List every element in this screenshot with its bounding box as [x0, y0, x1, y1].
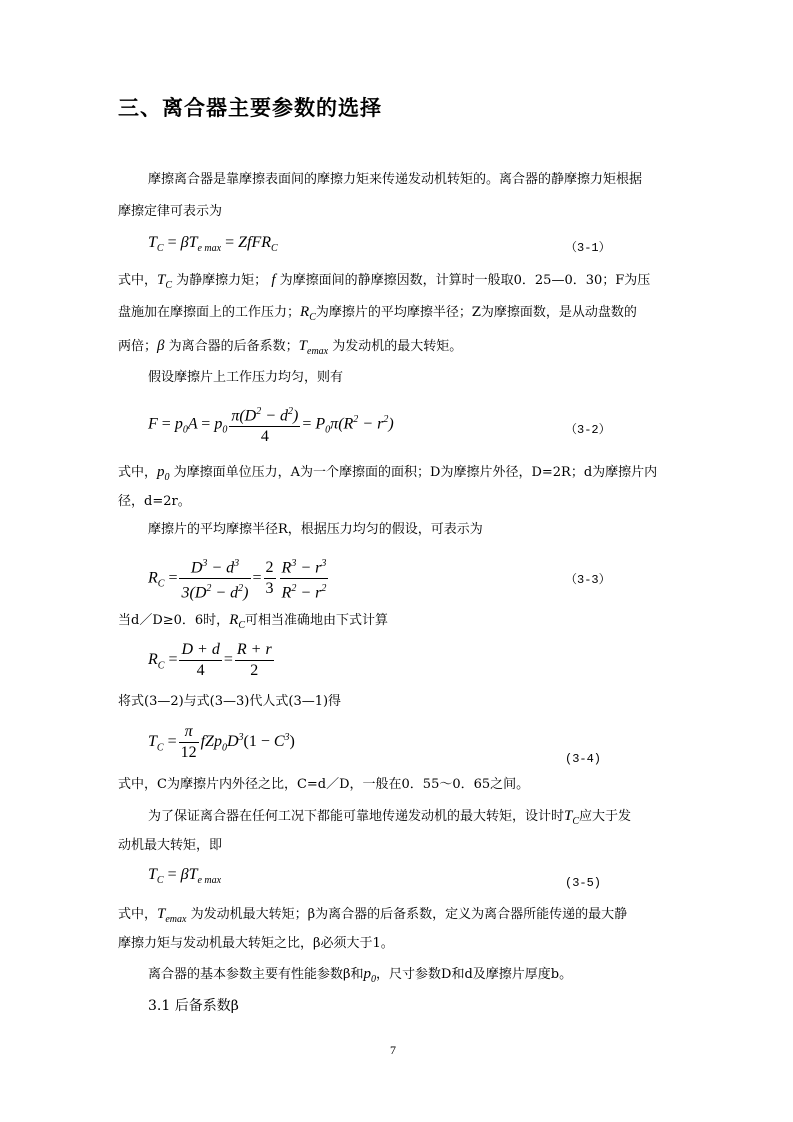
equation-label: (3-4) — [565, 752, 602, 766]
equation-rc-approx: $R_C$ = $\frac{D + d}{4}$ = $\frac{R + r}{2}$ — [148, 641, 272, 679]
text-span: 为发动机最大转矩；β为离合器的后备系数，定义为离合器所能传递的最大静 — [190, 907, 628, 922]
text-span: 盘施加在摩擦面上的工作压力； — [118, 305, 301, 320]
paragraph-line — [118, 272, 650, 294]
equation-label: (3-5) — [565, 876, 602, 890]
paragraph-line — [118, 304, 637, 326]
equation-label: （3-3） — [565, 573, 611, 587]
symbol-tc: $T_C$ — [157, 272, 173, 291]
symbol-temax: $T_{emax}$ — [298, 338, 329, 357]
text-span: 可相当准确地由下式计算 — [245, 613, 389, 628]
fraction: $\frac{D^3 - d^3}{3(D^2 - d^2)}$ — [181, 558, 249, 602]
paragraph-line: 摩擦定律可表示为 — [118, 204, 223, 219]
equation-3-1: $T_C = \beta T_{e max}$ = ZfFR$_C$ — [148, 234, 278, 255]
text-span: 为静摩擦力矩； — [176, 273, 268, 288]
text-span: 式中， — [118, 273, 158, 288]
paragraph-line: 将式(3—2)与式(3—3)代人式(3—1)得 — [118, 694, 342, 709]
section-heading: 三、离合器主要参数的选择 — [118, 96, 382, 120]
paragraph-line — [148, 966, 572, 988]
equation-3-2: $F = p_0A = p_0$ $\frac{\pi(D^2 - d^2)}{4}$ = $P_0\pi(R^2 - r^2)$ — [148, 402, 394, 447]
symbol-f: f — [271, 272, 276, 288]
text-span: 当d／D≥0．6时， — [118, 613, 230, 628]
equation-label: （3-1） — [565, 241, 611, 255]
text-span: 两倍； — [118, 339, 158, 354]
symbol-p0: $p_0$ — [157, 464, 170, 483]
page-number: 7 — [390, 1043, 396, 1057]
paragraph-line: 径，d=2r。 — [118, 494, 191, 509]
fraction: $\frac{D + d}{4}$ — [181, 641, 220, 679]
paragraph-line — [118, 464, 657, 486]
equation-3-5: $T_C = \beta T_{e max}$ — [148, 866, 222, 887]
paragraph-line — [148, 808, 631, 830]
text-span: 为摩擦面间的静摩擦因数，计算时一般取0．25—0．30；F为压 — [279, 273, 651, 288]
paragraph-line: 摩擦片的平均摩擦半径R，根据压力均匀的假设，可表示为 — [148, 522, 483, 537]
fraction: $\frac{2}{3}$ — [265, 559, 274, 598]
fraction: $\frac{\pi}{12}$ — [180, 723, 197, 761]
equation-3-4: $T_C$ = $\frac{\pi}{12}$ $fZp_0D^3(1 - C^3)$ — [148, 723, 295, 761]
text-span: 为摩擦片的平均摩擦半径；Z为摩擦面数，是从动盘数的 — [315, 305, 637, 320]
paragraph-line — [118, 338, 462, 360]
symbol-rc: $R_C$ — [229, 612, 246, 631]
symbol-rc: $R_C$ — [300, 304, 316, 323]
paragraph-line — [118, 612, 388, 634]
text-span: 为发动机的最大转矩。 — [332, 339, 463, 354]
subsection-heading: 3.1 后备系数β — [148, 998, 239, 1014]
text-span: 为摩擦面单位压力，A为一个摩擦面的面积；D为摩擦片外径，D=2R；d为摩擦片内 — [173, 465, 658, 480]
text-span: 应大于发 — [579, 809, 632, 824]
fraction: $\frac{\pi(D^2 - d^2)}{4}$ — [231, 406, 299, 446]
paragraph-line: 摩擦离合器是靠摩擦表面间的摩擦力矩来传递发动机转矩的。离合器的静摩擦力矩根据 — [148, 172, 643, 187]
text-span: ，尺寸参数D和d及摩擦片厚度b。 — [376, 967, 573, 982]
paragraph-line: 式中，C为摩擦片内外径之比，C=d／D，一般在0．55～0．65之间。 — [118, 777, 530, 792]
text-span: 式中， — [118, 465, 158, 480]
text-span: 离合器的基本参数主要有性能参数β和 — [148, 967, 364, 982]
fraction: $\frac{R^3 - r^3}{R^2 - r^2}$ — [281, 558, 327, 602]
symbol-tc: $T_C$ — [564, 808, 580, 827]
symbol-temax: $T_{emax}$ — [157, 906, 187, 925]
text-span: 为了保证离合器在任何工况下都能可靠地传递发动机的最大转矩，设计时 — [148, 809, 565, 824]
paragraph-line — [118, 906, 627, 928]
text-span: 式中， — [118, 907, 158, 922]
paragraph-line: 摩擦力矩与发动机最大转矩之比，β必须大于1。 — [118, 936, 394, 951]
equation-label: （3-2） — [565, 423, 611, 437]
paragraph-line: 动机最大转矩，即 — [118, 838, 223, 853]
paragraph-line: 假设摩擦片上工作压力均匀，则有 — [148, 370, 344, 385]
symbol-p0: $p_0$ — [363, 966, 377, 985]
fraction: $\frac{R + r}{2}$ — [236, 641, 272, 679]
symbol-beta: β — [157, 338, 165, 354]
text-span: 为离合器的后备系数； — [168, 339, 299, 354]
equation-3-3: $R_C$ = $\frac{D^3 - d^3}{3(D^2 - d^2)}$ = $\frac{2}{3}$ $\frac{R^3 - r^3}{R^2 - r^2}$ — [148, 554, 330, 604]
